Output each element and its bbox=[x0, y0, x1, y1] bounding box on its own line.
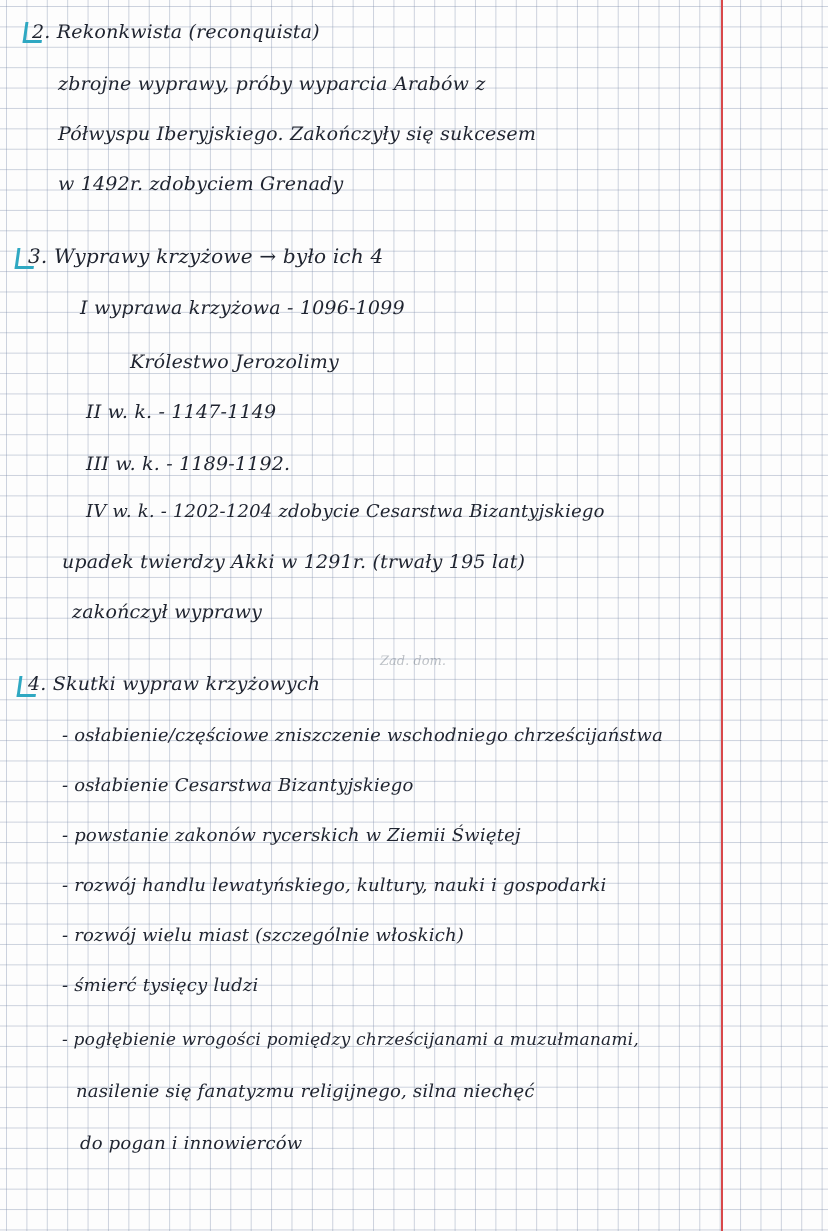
crusades-end-line-2: zakończył wyprawy bbox=[72, 601, 263, 623]
red-margin-line bbox=[721, 0, 723, 1231]
effect-continuation: nasilenie się fanatyzmu religijnego, silna niechęć bbox=[76, 1081, 535, 1102]
effect-item: - rozwój handlu lewatyńskiego, kultury, nauki i gospodarki bbox=[62, 875, 607, 896]
crusades-end-line-1: upadek twierdzy Akki w 1291r. (trwały 195 lat) bbox=[62, 551, 526, 573]
section-2-line-2: Półwyspu Iberyjskiego. Zakończyły się sukcesem bbox=[58, 123, 537, 145]
section-2-heading: 2. Rekonkwista (reconquista) bbox=[32, 21, 320, 43]
crusade-1: I wyprawa krzyżowa - 1096-1099 bbox=[80, 297, 405, 319]
effect-item: - śmierć tysięcy ludzi bbox=[62, 975, 259, 996]
section-4-heading: 4. Skutki wypraw krzyżowych bbox=[28, 673, 321, 695]
crusade-4: IV w. k. - 1202-1204 zdobycie Cesarstwa Bizantyjskiego bbox=[86, 501, 605, 522]
effect-item: - pogłębienie wrogości pomiędzy chrześcijanami a muzułmanami, bbox=[62, 1030, 639, 1050]
effect-item: - rozwój wielu miast (szczególnie włoskich) bbox=[62, 925, 464, 946]
crusade-3: III w. k. - 1189-1192. bbox=[86, 453, 291, 475]
faint-show-through-note: Zad. dom. bbox=[380, 654, 446, 669]
section-2-line-3: w 1492r. zdobyciem Grenady bbox=[58, 173, 344, 195]
effect-continuation: do pogan i innowierców bbox=[80, 1133, 303, 1154]
crusade-2: II w. k. - 1147-1149 bbox=[86, 401, 277, 423]
crusade-1-note: Królestwo Jerozolimy bbox=[130, 351, 339, 373]
effect-item: - osłabienie/częściowe zniszczenie wschodniego chrześcijaństwa bbox=[62, 725, 664, 746]
section-2-line-1: zbrojne wyprawy, próby wyparcia Arabów z bbox=[58, 73, 486, 95]
effect-item: - powstanie zakonów rycerskich w Ziemii Świętej bbox=[62, 825, 521, 846]
effect-item: - osłabienie Cesarstwa Bizantyjskiego bbox=[62, 775, 414, 796]
section-3-heading: 3. Wyprawy krzyżowe → było ich 4 bbox=[28, 244, 384, 268]
